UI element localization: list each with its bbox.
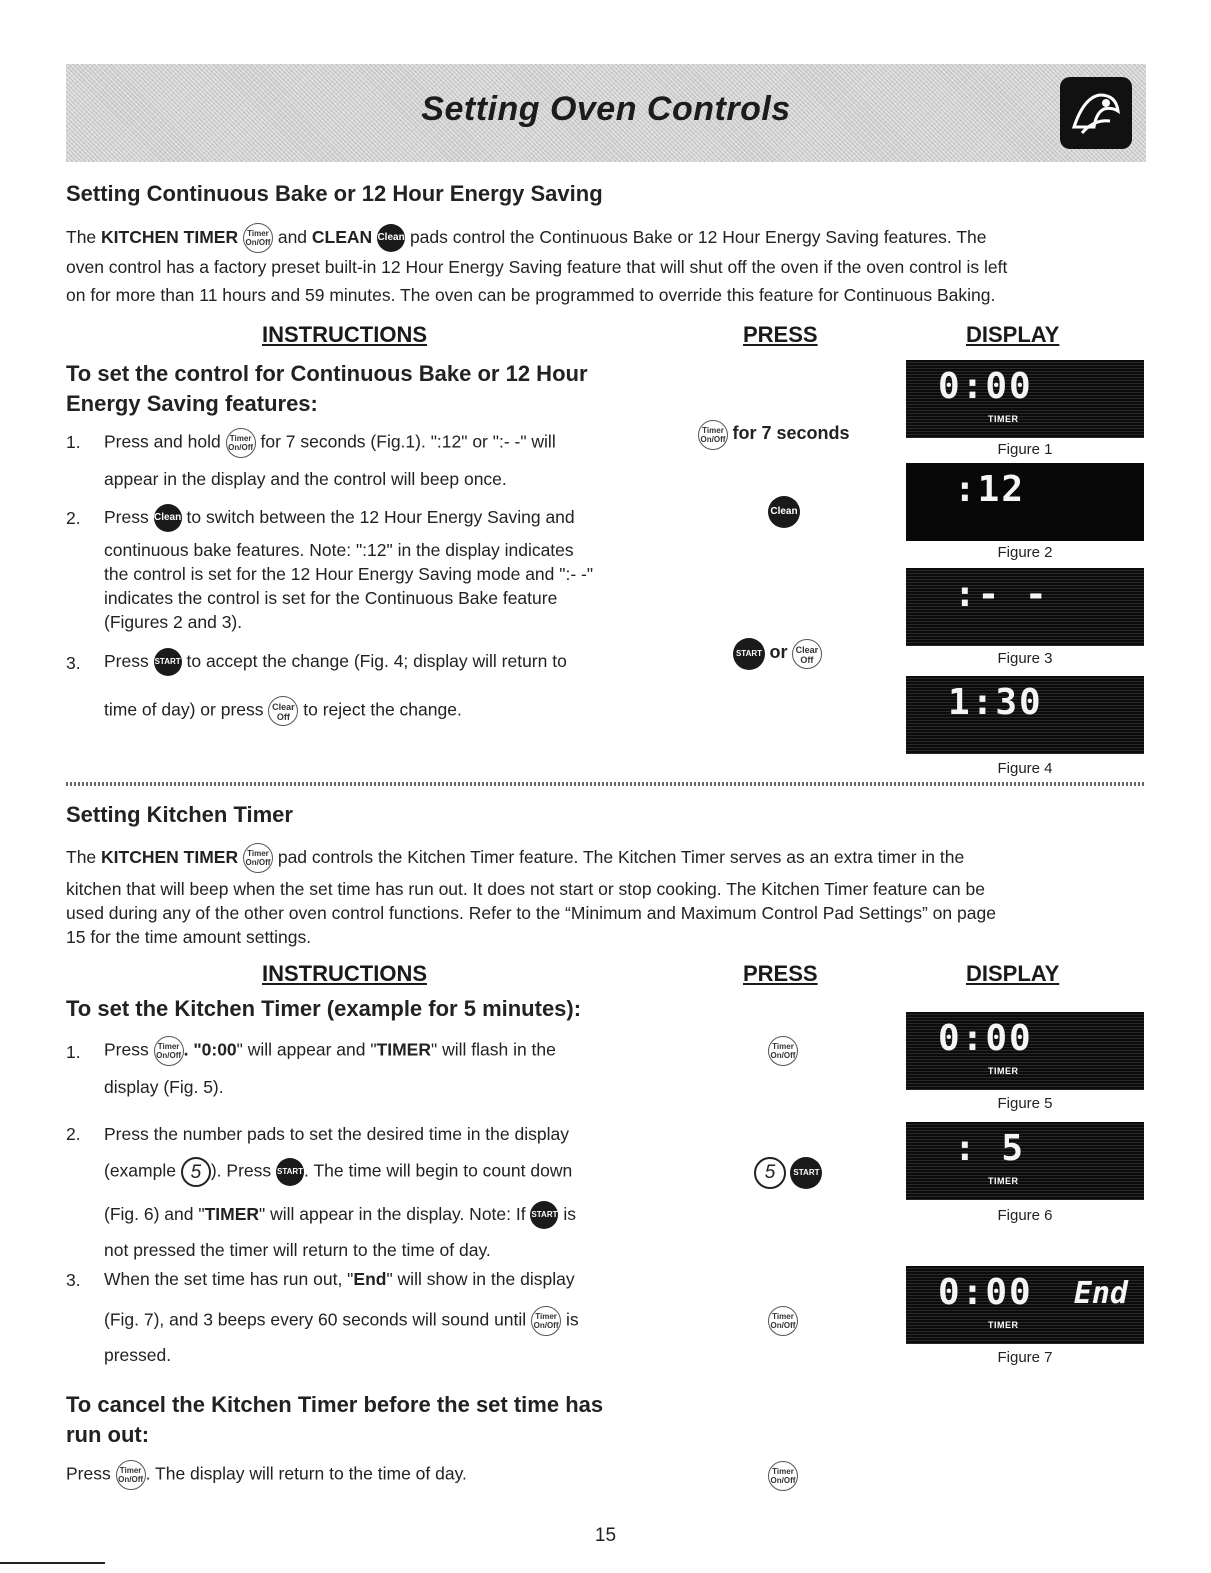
step-number: 1.	[66, 432, 81, 452]
step-number: 1.	[66, 1042, 81, 1062]
timer-step-1: Press Timer On/Off . "0:00" will appear and "TIMER" will flash in the display (Fig. 5).	[104, 1036, 684, 1100]
col-press: PRESS	[743, 961, 818, 986]
footer-rule	[0, 1562, 105, 1564]
section2-intro: The KITCHEN TIMER Timer On/Off pad controls the Kitchen Timer feature. The Kitchen Timer serves as an extra timer in the kitchen that will beep when the set time has run out. It does not start or stop cooking. The Kitchen Timer feature can be used during any of the other oven control functions. Refer to the “Minimum and Maximum Control Pad Settings” on page 15 for the time amount settings.	[66, 843, 1156, 949]
figure-caption: Figure 2	[997, 544, 1053, 561]
number-five-pad-icon: 5	[754, 1157, 786, 1189]
figure-caption: Figure 6	[997, 1207, 1053, 1224]
display-figure-4: 1:30	[906, 676, 1144, 754]
press-cancel	[768, 1461, 798, 1491]
display-figure-3: :- -	[906, 568, 1144, 646]
intro-text: and	[272, 227, 312, 247]
press-step-1: Timer On/Off for 7 seconds	[698, 420, 850, 450]
col-display: DISPLAY	[966, 961, 1060, 986]
start-pad-icon: START	[530, 1201, 558, 1229]
press-timer-step-2	[754, 1157, 822, 1189]
figure-caption: Figure 5	[997, 1095, 1053, 1112]
timer-pad-icon: Timer On/Off	[768, 1461, 798, 1491]
col-press: PRESS	[743, 322, 818, 347]
display-figure-7: 0:00 End TIMER	[906, 1266, 1144, 1344]
start-pad-icon: START	[276, 1158, 304, 1186]
press-timer-step-1	[768, 1036, 798, 1066]
display-figure-5: 0:00 TIMER	[906, 1012, 1144, 1090]
figure-caption: Figure 3	[997, 650, 1053, 667]
subheading-continuous-bake: To set the control for Continuous Bake or 12 Hour Energy Saving features:	[66, 361, 588, 416]
timer-step-2: Press the number pads to set the desired time in the display (example 5 ). Press START. The time will begin to count down (Fig. 6) and "TIMER" will appear in the display. Note: If START is not pressed the timer will return to the time of day.	[104, 1124, 576, 1261]
subheading-kitchen-timer: To set the Kitchen Timer (example for 5 minutes):	[66, 996, 582, 1021]
header-banner	[66, 64, 1146, 162]
display-figure-2: :12	[906, 463, 1144, 541]
col-instructions: INSTRUCTIONS	[262, 961, 427, 986]
col-display: DISPLAY	[966, 322, 1060, 347]
start-pad-icon: START	[790, 1157, 822, 1189]
clean-pad-icon: Clean	[768, 496, 800, 528]
clear-off-pad-icon: Clear Off	[268, 696, 298, 726]
step-number: 3.	[66, 653, 81, 673]
step-number: 2.	[66, 508, 81, 528]
step-1: Press and hold Timer On/Off for 7 seconds (Fig.1). ":12" or ":- -" will appear in the display and the control will beep once.	[104, 428, 664, 492]
figure-caption: Figure 1	[997, 441, 1053, 458]
step-number: 2.	[66, 1124, 81, 1144]
timer-pad-icon: Timer On/Off	[768, 1036, 798, 1066]
timer-pad-icon: Timer On/Off	[154, 1036, 184, 1066]
step-number: 3.	[66, 1270, 81, 1290]
clear-off-pad-icon: Clear Off	[792, 639, 822, 669]
display-figure-1: 0:00 TIMER	[906, 360, 1144, 438]
timer-pad-icon: Timer On/Off	[768, 1306, 798, 1336]
intro-line: on for more than 11 hours and 59 minutes. The oven can be programmed to override this feature for Continuous Baking.	[66, 285, 996, 306]
timer-step-3: When the set time has run out, "End" will show in the display (Fig. 7), and 3 beeps every 60 seconds will sound until Timer On/Off is pressed.	[104, 1269, 579, 1365]
timer-pad-icon: Timer On/Off	[531, 1306, 561, 1336]
intro-text: The	[66, 227, 102, 247]
intro-line: oven control has a factory preset built-in 12 Hour Energy Saving feature that will shut off the oven if the oven control is left	[66, 257, 1008, 278]
timer-pad-icon: Timer On/Off	[698, 420, 728, 450]
display-figure-6: : 5 TIMER	[906, 1122, 1144, 1200]
section1-intro	[66, 223, 1156, 309]
timer-pad-icon: Timer On/Off	[116, 1460, 146, 1490]
clean-pad-icon: Clean	[377, 224, 405, 252]
intro-text: pads control the Continuous Bake or 12 Hour Energy Saving features. The	[405, 227, 987, 247]
press-step-3: START or Clear Off	[733, 638, 822, 670]
figure-caption: Figure 7	[997, 1349, 1053, 1366]
kitchen-timer-label: KITCHEN TIMER	[101, 227, 239, 247]
step-2: Press Clean to switch between the 12 Hour Energy Saving and continuous bake features. Note: ":12" in the display indicates the control is set for the 12 Hour Energy Saving mode and ":- -" indicates the control is set for the Continuous Bake feature (Figures 2 and 3).	[104, 504, 684, 634]
press-step-2	[768, 496, 800, 528]
clean-label: CLEAN	[311, 227, 373, 247]
oven-logo-icon	[1060, 77, 1132, 149]
subheading-cancel-timer: To cancel the Kitchen Timer before the set time has run out:	[66, 1392, 604, 1447]
start-pad-icon: START	[154, 648, 182, 676]
start-pad-icon: START	[733, 638, 765, 670]
figure-caption: Figure 4	[997, 760, 1053, 777]
number-five-pad-icon: 5	[181, 1157, 211, 1187]
timer-pad-icon: Timer On/Off	[243, 843, 273, 873]
cancel-instruction: Press Timer On/Off . The display will return to the time of day.	[66, 1460, 467, 1490]
page-number: 15	[594, 1525, 617, 1546]
press-timer-step-3	[768, 1306, 798, 1336]
col-instructions: INSTRUCTIONS	[262, 322, 427, 347]
timer-pad-icon: Timer On/Off	[243, 223, 273, 253]
page-title: Setting Oven Controls	[421, 90, 791, 128]
section-divider	[66, 782, 1146, 786]
section-title-kitchen-timer: Setting Kitchen Timer	[66, 802, 293, 827]
kitchen-timer-label: KITCHEN TIMER	[101, 847, 239, 867]
step-3: Press START to accept the change (Fig. 4; display will return to time of day) or press Clear Off to reject the change.	[104, 648, 684, 726]
timer-pad-icon: Timer On/Off	[226, 428, 256, 458]
section-title-continuous-bake: Setting Continuous Bake or 12 Hour Energy Saving	[66, 181, 603, 206]
clean-pad-icon: Clean	[154, 504, 182, 532]
